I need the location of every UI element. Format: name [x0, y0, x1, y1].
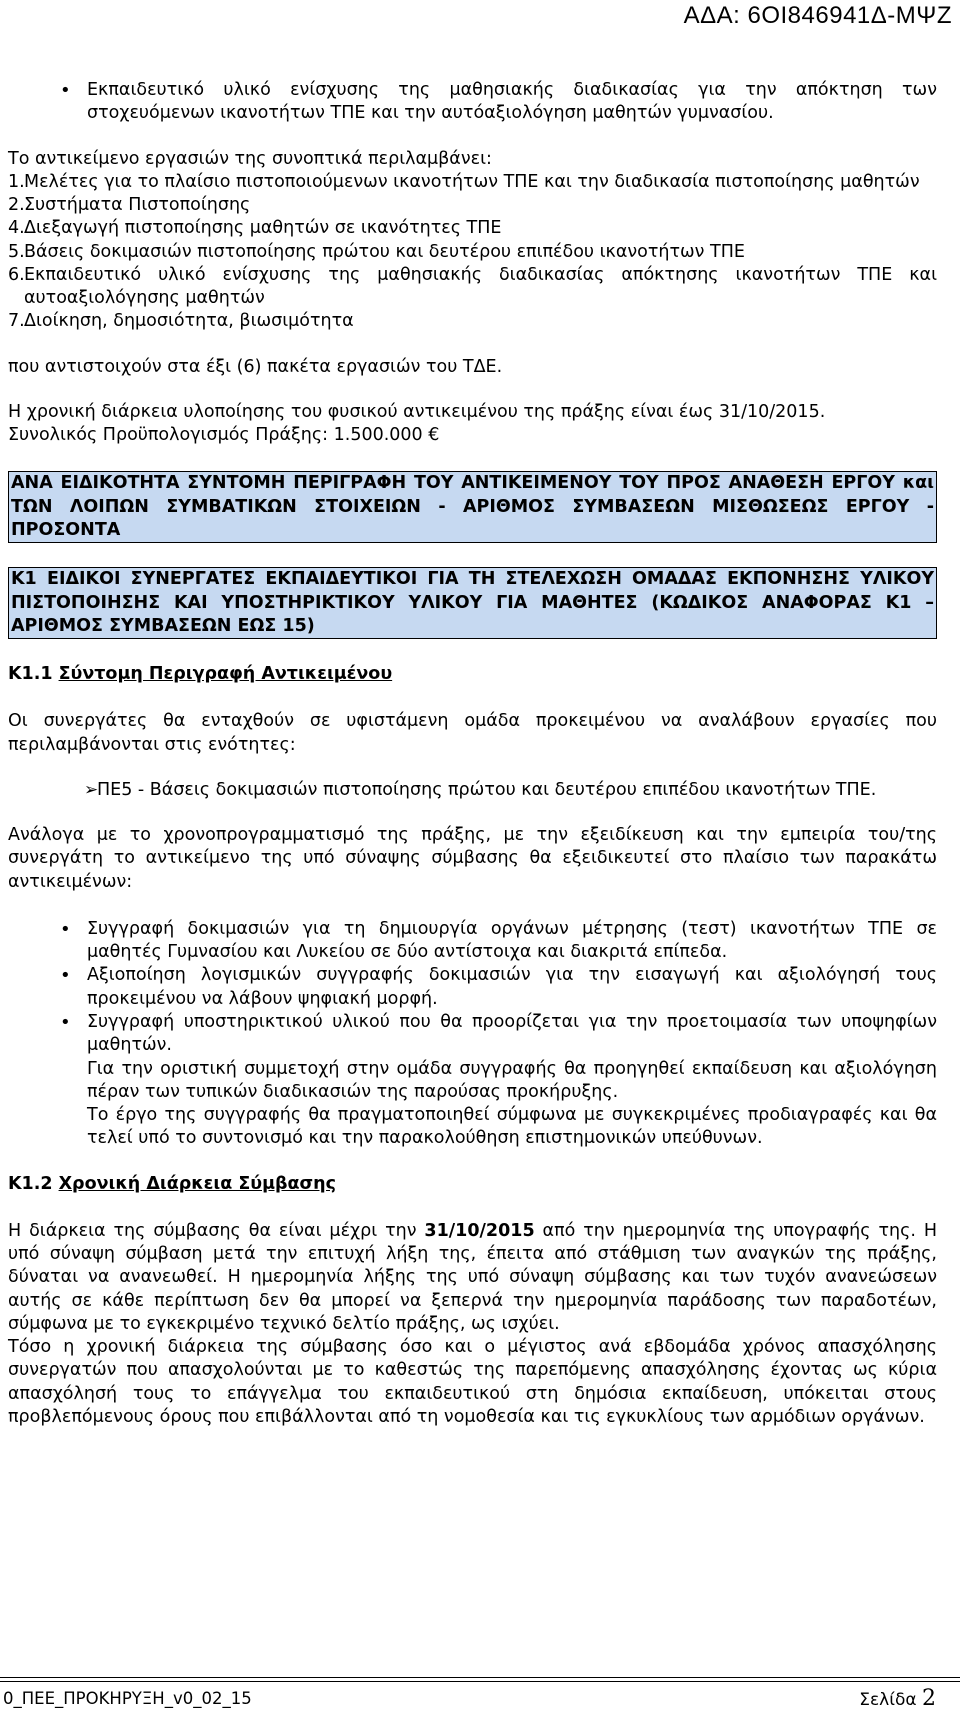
- list-item: • Συγγραφή δοκιμασιών για τη δημιουργία οργάνων μέτρησης (τεστ) ικανοτήτων ΤΠΕ σε μαθητές Γυμνασίου και Λυκείου σε δύο αντίστοιχα και διακριτά επίπεδα.: [8, 918, 937, 965]
- section-k1-2-paragraph-2: Τόσο η χρονική διάρκεια της σύμβασης όσο και ο μέγιστος ανά εβδομάδα χρόνος απασχόλησης συνεργατών που απασχολούνται με το καθεστώς της παρεπόμενης απασχόλησης έχοντας ως κύρια απασχόλησή τους το επάγγελμα του εκπαιδευτικού στη δημόσια εκπαίδευση, υπόκειται στους προβλεπόμενους όρους που επιβάλλονται από τη νομοθεσία και τις εγκυκλίους των αρμόδιων οργάνων.: [8, 1337, 937, 1427]
- object-intro: Το αντικείμενο εργασιών της συνοπτικά περιλαμβάνει:: [8, 148, 492, 169]
- footer-rule-top: [0, 1677, 960, 1678]
- section-k1-1-extra-1: Για την οριστική συμμετοχή στην ομάδα συγγραφής θα προηγηθεί εκπαίδευση και αξιολόγηση πέραν των τυπικών διαδικασιών της παρούσας προκήρυξης.: [87, 1058, 937, 1102]
- section-k1-1-extra-2: Το έργο της συγγραφής θα πραγματοποιηθεί σύμφωνα με συγκεκριμένες προδιαγραφές και θα τελεί υπό το συντονισμό και την παρακολούθηση επιστημονικών υπεύθυνων.: [87, 1105, 937, 1149]
- document-page: [8, 79, 937, 1429]
- k1-title: ΕΙΔΙΚΟΙ ΣΥΝΕΡΓΑΤΕΣ ΕΚΠΑΙΔΕΥΤΙΚΟΙ ΓΙΑ ΤΗ ΣΤΕΛΕΧΩΣΗ ΟΜΑΔΑΣ ΕΚΠΟΝΗΣΗΣ ΥΛΙΚΟΥ ΠΙΣΤΟΠΟΙΗΣΗΣ ΚΑΙ ΥΠΟΣΤΗΡΙΚΤΙΚΟΥ ΥΛΙΚΟΥ ΓΙΑ ΜΑΘΗΤΕΣ (ΚΩΔΙΚΟΣ ΑΝΑΦΟΡΑΣ Κ1 – ΑΡΙΘΜΟΣ ΣΥΜΒΑΣΕΩΝ ΕΩΣ 15): [11, 569, 934, 636]
- budget-line: Συνολικός Προϋπολογισμός Πράξης: 1.500.000 €: [8, 425, 440, 446]
- specialty-description-box: ΑΝΑ ΕΙΔΙΚΟΤΗΤΑ ΣΥΝΤΟΜΗ ΠΕΡΙΓΡΑΦΗ ΤΟΥ ΑΝΤΙΚΕΙΜΕΝΟΥ ΤΟΥ ΠΡΟΣ ΑΝΑΘΕΣΗ ΕΡΓΟΥ και ΤΩΝ ΛΟΙΠΩΝ ΣΥΜΒΑΤΙΚΩΝ ΣΤΟΙΧΕΙΩΝ - ΑΡΙΘΜΟΣ ΣΥΜΒΑΣΕΩΝ ΜΙΣΘΩΣΕΩΣ ΕΡΓΟΥ - ΠΡΟΣΟΝΤΑ: [8, 471, 937, 543]
- intro-bullet-list: [8, 79, 937, 126]
- section-k1-2-paragraph-1: Η διάρκεια της σύμβασης θα είναι μέχρι την 31/10/2015 από την ημερομηνία της υπογραφής της. Η υπό σύναψη σύμβαση μετά την επιτυχή λήξη της, έπειτα από στάθμιση των αναγκών της πράξης, δύναται να ανανεωθεί. Η ημερομηνία λήξης της υπό σύναψη σύμβασης και των τυχόν ανανεώσεων αυτής σε κάθε περίπτωση δεν θα μπορεί να ξεπερνά την ημερομηνία παράδοσης των παραδοτέων, σύμφωνα με το εγκεκριμένο τεχνικό δελτίο πράξης, ως ισχύει.: [8, 1220, 937, 1334]
- list-item: 2. Συστήματα Πιστοποίησης: [8, 195, 251, 216]
- tasks-bullet-list: [8, 918, 937, 1058]
- document-code: 0_ΠΕΕ_ΠΡΟΚΗΡΥΞΗ_v0_02_15: [3, 1689, 252, 1708]
- list-item: 6. Εκπαιδευτικό υλικό ενίσχυσης της μαθησιακής διαδικασίας απόκτησης ικανοτήτων ΤΠΕ και αυτοαξιολόγησης μαθητών: [8, 264, 937, 309]
- intro-bullet: • Εκπαιδευτικό υλικό ενίσχυσης της μαθησιακής διαδικασίας για την απόκτηση των στοχευόμενων ικανοτήτων ΤΠΕ και την αυτόαξιολόγηση μαθητών γυμνασίου.: [8, 79, 937, 126]
- list-item: • Αξιοποίηση λογισμικών συγγραφής δοκιμασιών για την εισαγωγή και αξιολόγησή τους προκειμένου να λάβουν ψηφιακή μορφή.: [8, 964, 937, 1011]
- contract-end-date: 31/10/2015: [424, 1220, 535, 1241]
- page-footer: [0, 1681, 960, 1722]
- ada-reference: ΑΔΑ: 6ΟΙ846941Δ-ΜΨΖ: [683, 2, 952, 29]
- list-item: • Συγγραφή υποστηρικτικού υλικού που θα προορίζεται για την προετοιμασία των υποψηφίων μαθητών.: [8, 1011, 937, 1058]
- units-arrow-list: [8, 779, 937, 802]
- list-item: ➢ ΠΕ5 - Βάσεις δοκιμασιών πιστοποίησης πρώτου και δευτέρου επιπέδου ικανοτήτων ΤΠΕ.: [84, 779, 877, 800]
- duration-line: Η χρονική διάρκεια υλοποίησης του φυσικού αντικειμένου της πράξης είναι έως 31/10/2015.: [8, 401, 826, 422]
- page-number: Σελίδα 2: [859, 1686, 936, 1711]
- arrow-bullet-icon: ➢: [84, 779, 99, 800]
- list-item: 4. Διεξαγωγή πιστοποίησης μαθητών σε ικανότητες ΤΠΕ: [8, 218, 502, 239]
- section-k1-1-paragraph-1: Οι συνεργάτες θα ενταχθούν σε υφιστάμενη ομάδα προκειμένου να αναλάβουν εργασίες που περιλαμβάνονται στις ενότητες:: [8, 711, 937, 755]
- section-k1-1-heading: Κ1.1 Σύντομη Περιγραφή Αντικειμένου: [8, 664, 393, 685]
- section-k1-2-heading: Κ1.2 Χρονική Διάρκεια Σύμβασης: [8, 1173, 337, 1194]
- object-numbered-list: [8, 171, 937, 334]
- list-item: 5. Βάσεις δοκιμασιών πιστοποίησης πρώτου και δευτέρου επιπέδου ικανοτήτων ΤΠΕ: [8, 241, 745, 262]
- section-k1-1-paragraph-2: Ανάλογα με το χρονοπρογραμματισμό της πράξης, με την εξειδίκευση και την εμπειρία του/της συνεργάτη το αντικείμενο της υπό σύναψης σύμβασης θα εξειδικευτεί στο πλαίσιο των παρακάτω αντικειμένων:: [8, 825, 937, 892]
- list-item: 7. Διοίκηση, δημοσιότητα, βιωσιμότητα: [8, 311, 354, 332]
- k1-code: Κ1: [11, 569, 37, 590]
- list-item: 1. Μελέτες για το πλαίσιο πιστοποιούμενων ικανοτήτων ΤΠΕ και την διαδικασία πιστοποίησης μαθητών: [8, 171, 920, 192]
- packages-line: που αντιστοιχούν στα έξι (6) πακέτα εργασιών του ΤΔΕ.: [8, 356, 503, 377]
- k1-box: [8, 567, 937, 639]
